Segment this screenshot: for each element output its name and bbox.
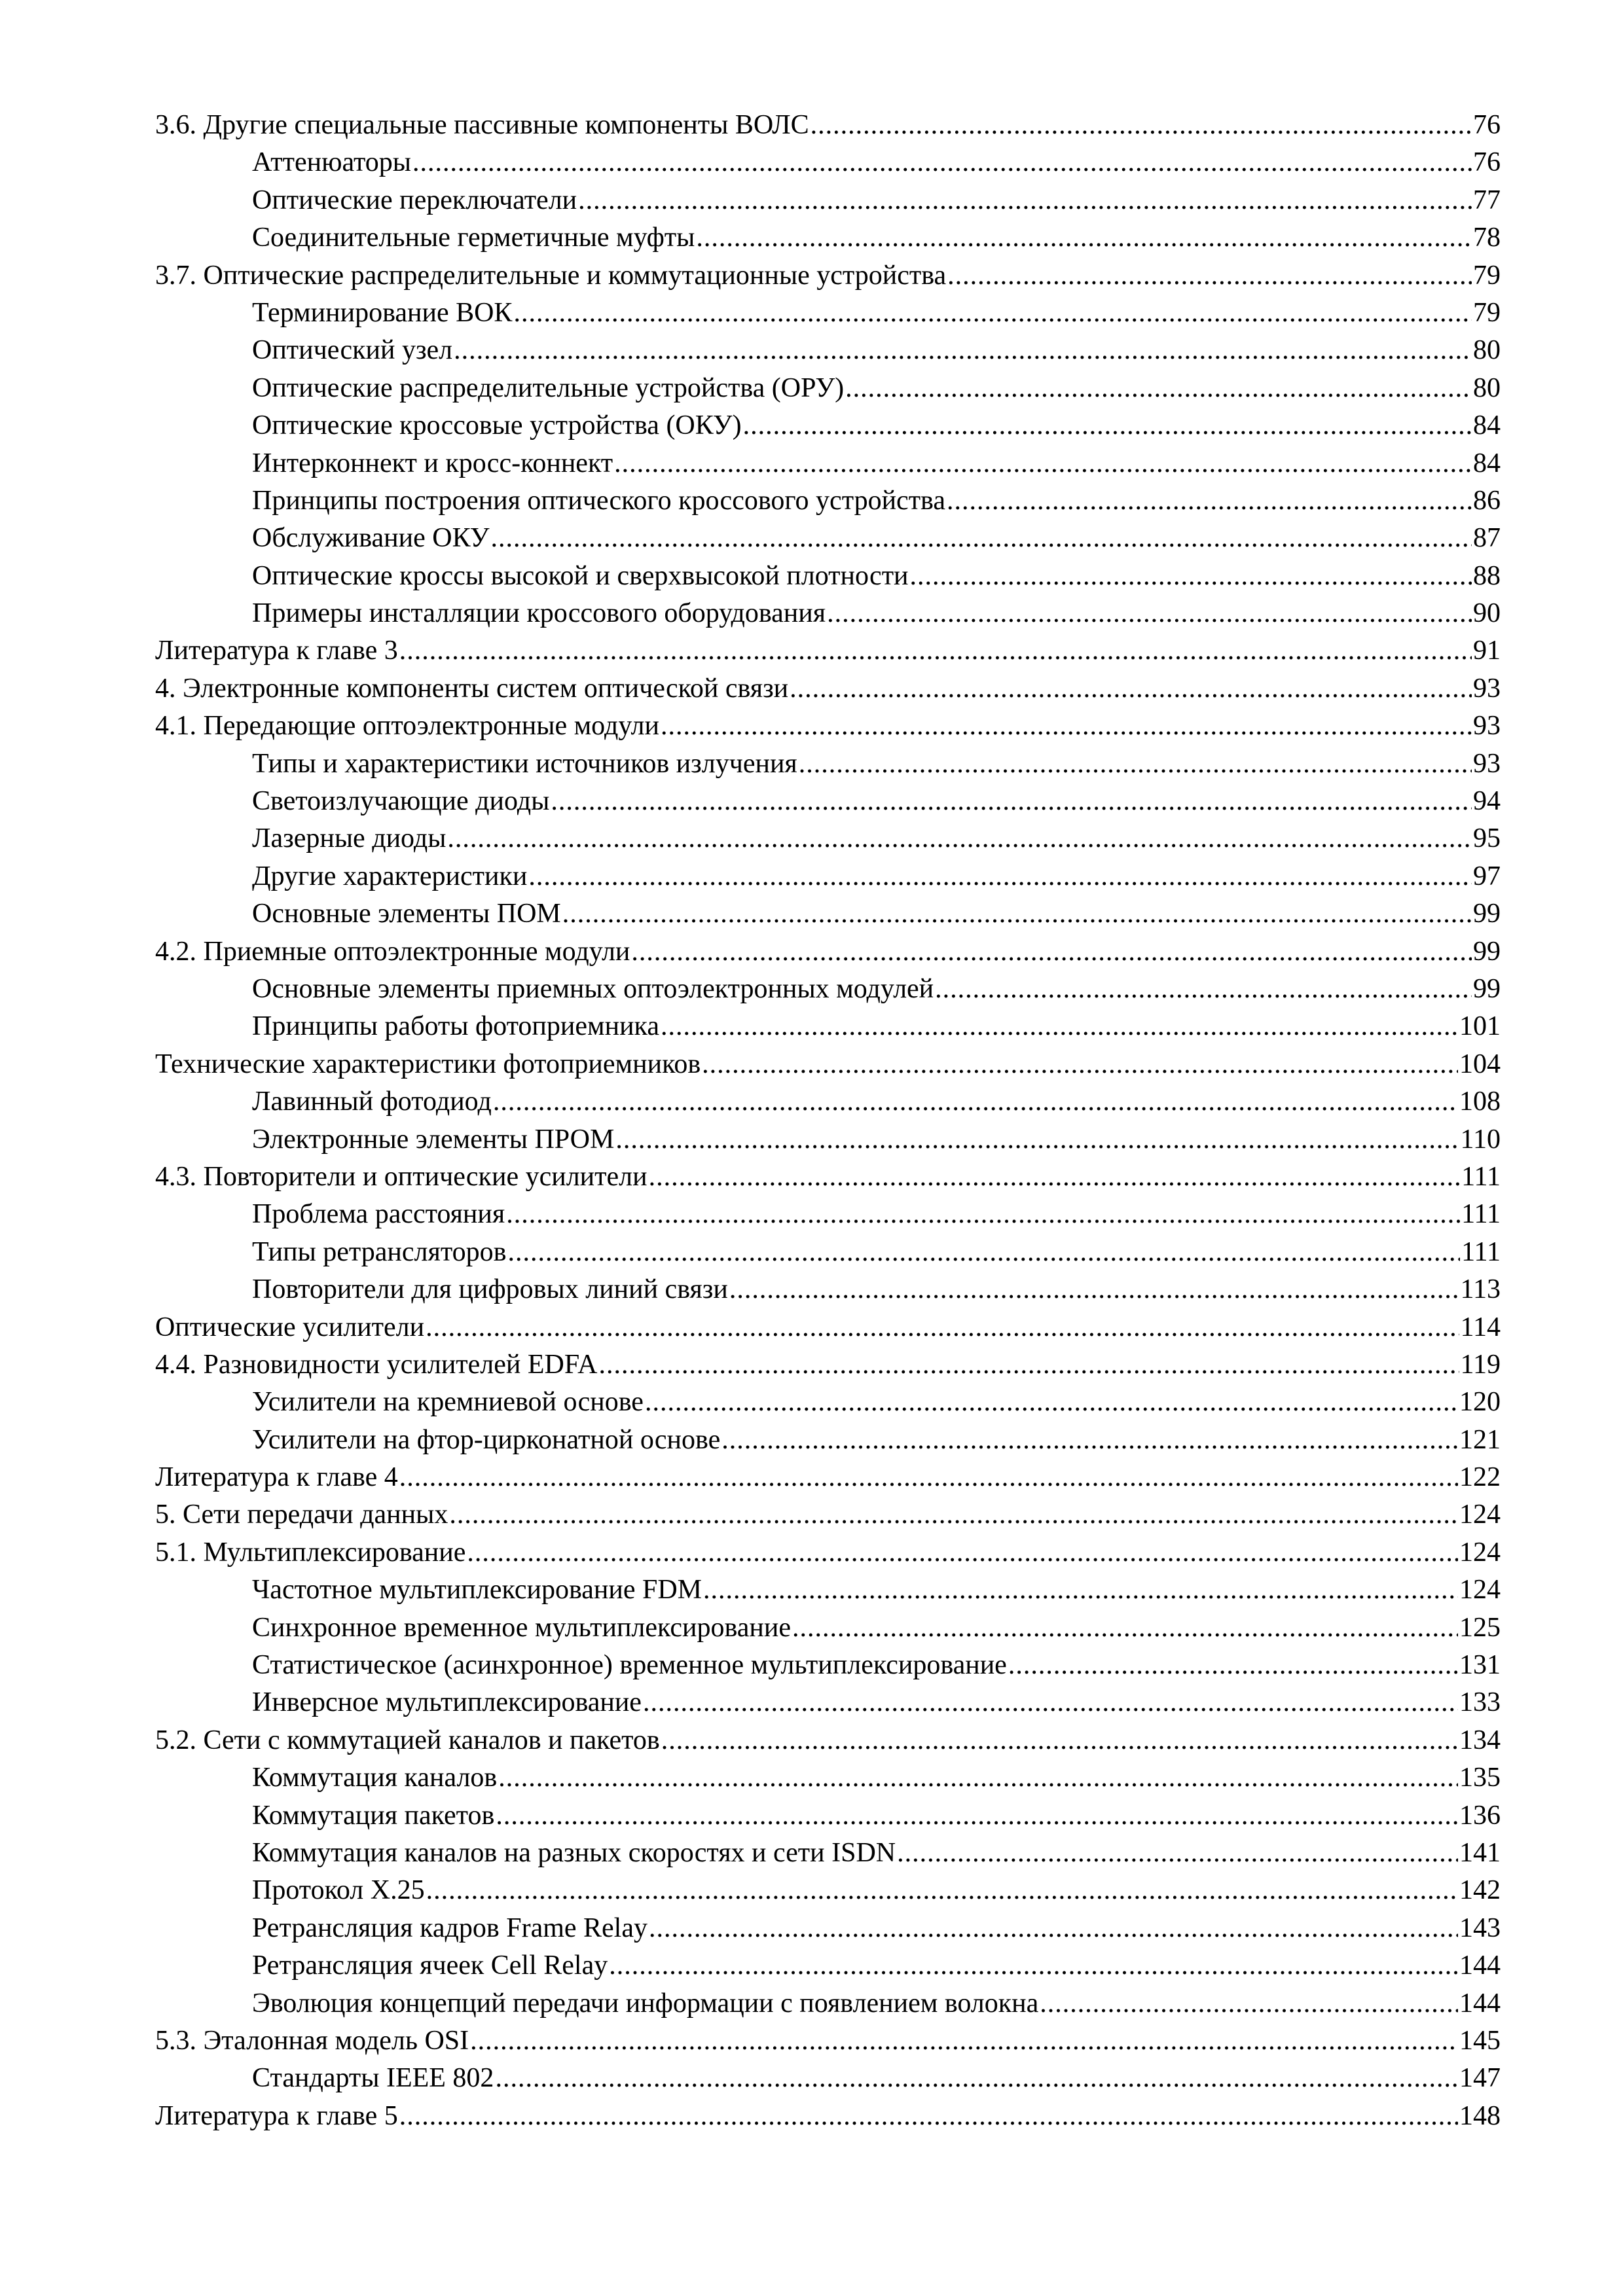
toc-entry xyxy=(155,182,1501,219)
toc-dot-leader xyxy=(454,332,1472,369)
toc-entry xyxy=(155,1684,1501,1721)
toc-entry-page-number: 99 xyxy=(1473,899,1501,929)
toc-entry xyxy=(155,1083,1501,1121)
toc-entry-title: Коммутация пакетов xyxy=(252,1800,495,1831)
toc-dot-leader xyxy=(496,1797,1458,1835)
toc-entry xyxy=(155,1046,1501,1083)
toc-entry-page-number: 93 xyxy=(1473,711,1501,742)
toc-entry-title: Ретрансляция кадров Frame Relay xyxy=(252,1912,647,1943)
toc-entry-page-number: 148 xyxy=(1459,2100,1501,2131)
toc-dot-leader xyxy=(947,257,1472,295)
table-of-contents xyxy=(155,107,1501,2135)
toc-entry-page-number: 145 xyxy=(1459,2025,1501,2056)
toc-entry xyxy=(155,1196,1501,1233)
toc-entry xyxy=(155,820,1501,857)
toc-entry xyxy=(155,1985,1501,2022)
toc-dot-leader xyxy=(661,1008,1458,1045)
toc-entry-title: Принципы построения оптического кроссового устройства xyxy=(252,485,945,516)
toc-entry xyxy=(155,783,1501,820)
toc-entry xyxy=(155,2022,1501,2060)
toc-dot-leader xyxy=(498,1759,1458,1797)
toc-entry-title: Коммутация каналов xyxy=(252,1763,498,1793)
toc-entry-title: Усилители на кремниевой основе xyxy=(252,1387,644,1418)
toc-entry-title: Типы ретрансляторов xyxy=(252,1236,507,1267)
toc-entry-title: Примеры инсталляции кроссового оборудования xyxy=(252,598,826,629)
toc-entry-page-number: 120 xyxy=(1459,1387,1501,1418)
toc-dot-leader xyxy=(426,1872,1458,1909)
toc-dot-leader xyxy=(935,971,1472,1008)
toc-dot-leader xyxy=(703,1571,1458,1609)
toc-dot-leader xyxy=(412,144,1472,181)
toc-entry-title: Технические характеристики фотоприемников xyxy=(155,1049,701,1079)
toc-dot-leader xyxy=(491,520,1472,557)
toc-dot-leader xyxy=(631,933,1472,971)
toc-dot-leader xyxy=(845,370,1472,407)
toc-entry xyxy=(155,257,1501,295)
toc-entry xyxy=(155,933,1501,971)
toc-entry-title: 5.3. Эталонная модель OSI xyxy=(155,2025,469,2056)
toc-entry-page-number: 90 xyxy=(1473,598,1501,629)
toc-dot-leader xyxy=(562,895,1472,933)
toc-entry xyxy=(155,708,1501,745)
toc-entry xyxy=(155,1309,1501,1346)
toc-entry xyxy=(155,445,1501,482)
toc-entry-page-number: 111 xyxy=(1461,1236,1501,1267)
toc-entry-title: Проблема расстояния xyxy=(252,1199,505,1230)
toc-entry-page-number: 79 xyxy=(1473,260,1501,291)
toc-dot-leader xyxy=(528,858,1472,895)
toc-entry-page-number: 99 xyxy=(1473,973,1501,1004)
toc-dot-leader xyxy=(910,558,1472,595)
toc-entry-title: Протокол X.25 xyxy=(252,1875,425,1906)
toc-entry-page-number: 80 xyxy=(1473,372,1501,403)
toc-dot-leader xyxy=(790,670,1472,708)
toc-entry-page-number: 84 xyxy=(1473,410,1501,441)
toc-entry-title: Литература к главе 5 xyxy=(155,2100,398,2131)
toc-entry-title: Синхронное временное мультиплексирование xyxy=(252,1612,792,1643)
toc-dot-leader xyxy=(1040,1985,1458,2022)
toc-entry xyxy=(155,1384,1501,1421)
toc-entry-page-number: 108 xyxy=(1459,1086,1501,1117)
toc-entry-title: 3.7. Оптические распределительные и коммутационные устройства xyxy=(155,260,947,291)
toc-dot-leader xyxy=(426,1309,1459,1346)
toc-entry-title: Принципы работы фотоприемника xyxy=(252,1011,659,1042)
toc-entry-page-number: 94 xyxy=(1473,786,1501,817)
toc-entry-title: Светоизлучающие диоды xyxy=(252,786,550,817)
toc-entry-title: Лавинный фотодиод xyxy=(252,1086,492,1117)
toc-entry xyxy=(155,858,1501,895)
toc-entry-title: Основные элементы приемных оптоэлектронных модулей xyxy=(252,973,934,1004)
toc-entry-page-number: 104 xyxy=(1459,1049,1501,1079)
toc-entry xyxy=(155,1496,1501,1534)
toc-entry-page-number: 144 xyxy=(1459,1988,1501,2018)
toc-entry xyxy=(155,1121,1501,1158)
toc-dot-leader xyxy=(1008,1647,1458,1684)
toc-entry-page-number: 93 xyxy=(1473,748,1501,779)
toc-entry-page-number: 122 xyxy=(1459,1462,1501,1493)
toc-entry-title: Стандарты IEEE 802 xyxy=(252,2063,494,2094)
toc-dot-leader xyxy=(649,1158,1461,1196)
toc-entry xyxy=(155,1422,1501,1459)
toc-dot-leader xyxy=(399,1459,1458,1496)
toc-dot-leader xyxy=(470,2022,1458,2060)
toc-entry xyxy=(155,670,1501,708)
toc-entry-page-number: 95 xyxy=(1473,823,1501,854)
toc-entry xyxy=(155,1571,1501,1609)
toc-entry-page-number: 141 xyxy=(1459,1837,1501,1868)
toc-entry xyxy=(155,520,1501,557)
toc-dot-leader xyxy=(578,182,1472,219)
toc-entry-page-number: 124 xyxy=(1459,1575,1501,1605)
toc-entry-title: Оптический узел xyxy=(252,335,453,366)
toc-entry-title: 4.4. Разновидности усилителей EDFA xyxy=(155,1349,598,1380)
toc-entry xyxy=(155,632,1501,670)
toc-entry xyxy=(155,1234,1501,1271)
toc-entry-page-number: 133 xyxy=(1459,1687,1501,1718)
toc-entry-title: Оптические кроссы высокой и сверхвысокой плотности xyxy=(252,560,909,591)
toc-entry-page-number: 87 xyxy=(1473,523,1501,554)
toc-entry xyxy=(155,745,1501,783)
toc-dot-leader xyxy=(661,708,1472,745)
toc-dot-leader xyxy=(551,783,1472,820)
toc-entry-title: Усилители на фтор-цирконатной основе xyxy=(252,1424,721,1455)
toc-dot-leader xyxy=(614,445,1472,482)
toc-entry xyxy=(155,1534,1501,1571)
toc-entry-page-number: 97 xyxy=(1473,861,1501,891)
toc-dot-leader xyxy=(495,2060,1458,2097)
toc-entry xyxy=(155,370,1501,407)
toc-entry xyxy=(155,1647,1501,1684)
toc-entry xyxy=(155,332,1501,369)
toc-entry-page-number: 80 xyxy=(1473,335,1501,366)
toc-entry-title: 4. Электронные компоненты систем оптической связи xyxy=(155,673,789,704)
toc-entry-title: Ретрансляция ячеек Cell Relay xyxy=(252,1950,608,1981)
toc-entry xyxy=(155,1947,1501,1984)
toc-dot-leader xyxy=(506,1196,1460,1233)
toc-dot-leader xyxy=(643,1684,1458,1721)
toc-entry-title: Соединительные герметичные муфты xyxy=(252,223,695,253)
toc-entry-title: Оптические распределительные устройства (ОРУ) xyxy=(252,372,845,403)
toc-entry-page-number: 142 xyxy=(1459,1875,1501,1906)
toc-entry xyxy=(155,219,1501,257)
toc-dot-leader xyxy=(827,595,1472,632)
toc-dot-leader xyxy=(513,295,1472,332)
toc-dot-leader xyxy=(399,2098,1458,2135)
toc-entry-page-number: 110 xyxy=(1460,1124,1501,1155)
toc-entry-page-number: 134 xyxy=(1459,1725,1501,1755)
toc-entry xyxy=(155,1722,1501,1759)
toc-dot-leader xyxy=(598,1346,1459,1384)
toc-dot-leader xyxy=(721,1422,1458,1459)
toc-entry xyxy=(155,482,1501,520)
toc-dot-leader xyxy=(696,219,1472,257)
toc-entry-page-number: 111 xyxy=(1461,1199,1501,1230)
toc-entry-title: Электронные элементы ПРОМ xyxy=(252,1124,615,1155)
toc-entry xyxy=(155,107,1501,144)
toc-entry-page-number: 91 xyxy=(1473,636,1501,666)
toc-dot-leader xyxy=(507,1234,1460,1271)
toc-entry-page-number: 79 xyxy=(1473,297,1501,328)
toc-entry-title: 4.2. Приемные оптоэлектронные модули xyxy=(155,936,630,967)
toc-entry xyxy=(155,1271,1501,1308)
toc-dot-leader xyxy=(799,745,1472,783)
toc-entry xyxy=(155,595,1501,632)
toc-entry-title: Инверсное мультиплексирование xyxy=(252,1687,642,1718)
toc-entry-title: Статистическое (асинхронное) временное мультиплексирование xyxy=(252,1650,1007,1681)
toc-entry-title: Терминирование ВОК xyxy=(252,297,513,328)
toc-dot-leader xyxy=(947,482,1472,520)
toc-entry-title: Интерконнект и кросс-коннект xyxy=(252,448,613,478)
toc-entry-page-number: 86 xyxy=(1473,485,1501,516)
toc-dot-leader xyxy=(467,1534,1458,1571)
toc-entry xyxy=(155,144,1501,181)
toc-entry-title: 5.1. Мультиплексирование xyxy=(155,1537,466,1568)
toc-entry-page-number: 119 xyxy=(1460,1349,1501,1380)
toc-entry-title: Основные элементы ПОМ xyxy=(252,899,561,929)
toc-dot-leader xyxy=(447,820,1472,857)
toc-entry xyxy=(155,1910,1501,1947)
toc-entry xyxy=(155,1459,1501,1496)
toc-entry-page-number: 99 xyxy=(1473,936,1501,967)
toc-entry-page-number: 88 xyxy=(1473,560,1501,591)
toc-dot-leader xyxy=(615,1121,1459,1158)
toc-entry-title: Литература к главе 4 xyxy=(155,1462,398,1493)
toc-entry-page-number: 113 xyxy=(1460,1274,1501,1305)
toc-entry xyxy=(155,971,1501,1008)
toc-entry-page-number: 76 xyxy=(1473,110,1501,140)
toc-entry-page-number: 147 xyxy=(1459,2063,1501,2094)
toc-entry-title: 4.1. Передающие оптоэлектронные модули xyxy=(155,711,659,742)
toc-dot-leader xyxy=(661,1722,1458,1759)
toc-dot-leader xyxy=(743,407,1472,444)
toc-entry xyxy=(155,407,1501,444)
toc-entry-title: Аттенюаторы xyxy=(252,147,412,178)
toc-entry xyxy=(155,1872,1501,1909)
toc-entry-page-number: 114 xyxy=(1460,1312,1501,1342)
toc-entry-page-number: 125 xyxy=(1459,1612,1501,1643)
toc-entry-title: 5.2. Сети с коммутацией каналов и пакетов xyxy=(155,1725,660,1755)
toc-dot-leader xyxy=(729,1271,1459,1308)
toc-entry-title: Частотное мультиплексирование FDM xyxy=(252,1575,702,1605)
toc-entry-title: Лазерные диоды xyxy=(252,823,447,854)
toc-entry-title: Эволюция концепций передачи информации с появлением волокна xyxy=(252,1988,1039,2018)
toc-entry-title: Литература к главе 3 xyxy=(155,636,398,666)
toc-dot-leader xyxy=(649,1910,1458,1947)
toc-entry xyxy=(155,2098,1501,2135)
toc-entry xyxy=(155,1008,1501,1045)
toc-entry-page-number: 77 xyxy=(1473,185,1501,215)
toc-entry xyxy=(155,558,1501,595)
toc-dot-leader xyxy=(792,1609,1458,1647)
toc-dot-leader xyxy=(609,1947,1458,1984)
toc-entry-title: Обслуживание ОКУ xyxy=(252,523,490,554)
toc-entry-page-number: 135 xyxy=(1459,1763,1501,1793)
toc-dot-leader xyxy=(399,632,1472,670)
toc-dot-leader xyxy=(449,1496,1458,1534)
toc-entry-title: Оптические усилители xyxy=(155,1312,425,1342)
toc-entry-title: Оптические переключатели xyxy=(252,185,577,215)
toc-dot-leader xyxy=(811,107,1472,144)
toc-entry-page-number: 144 xyxy=(1459,1950,1501,1981)
toc-entry-title: Оптические кроссовые устройства (ОКУ) xyxy=(252,410,742,441)
toc-entry-title: Типы и характеристики источников излучения xyxy=(252,748,797,779)
toc-entry-page-number: 78 xyxy=(1473,223,1501,253)
toc-entry-page-number: 136 xyxy=(1459,1800,1501,1831)
toc-entry-page-number: 76 xyxy=(1473,147,1501,178)
toc-entry-page-number: 84 xyxy=(1473,448,1501,478)
toc-entry xyxy=(155,1797,1501,1835)
toc-entry-title: 3.6. Другие специальные пассивные компоненты ВОЛС xyxy=(155,110,809,140)
toc-entry-page-number: 124 xyxy=(1459,1537,1501,1568)
toc-entry-title: 4.3. Повторители и оптические усилители xyxy=(155,1161,647,1192)
toc-entry xyxy=(155,1835,1501,1872)
toc-entry xyxy=(155,1158,1501,1196)
toc-dot-leader xyxy=(897,1835,1458,1872)
toc-entry xyxy=(155,895,1501,933)
toc-entry-title: Другие характеристики xyxy=(252,861,528,891)
toc-entry xyxy=(155,1759,1501,1797)
toc-entry-page-number: 143 xyxy=(1459,1912,1501,1943)
toc-entry-page-number: 111 xyxy=(1461,1161,1501,1192)
toc-entry-page-number: 121 xyxy=(1459,1424,1501,1455)
toc-entry-page-number: 93 xyxy=(1473,673,1501,704)
toc-entry xyxy=(155,1346,1501,1384)
toc-entry-title: Повторители для цифровых линий связи xyxy=(252,1274,728,1305)
toc-dot-leader xyxy=(702,1046,1458,1083)
toc-entry-page-number: 124 xyxy=(1459,1499,1501,1530)
toc-dot-leader xyxy=(493,1083,1458,1121)
toc-dot-leader xyxy=(645,1384,1458,1421)
toc-entry-title: 5. Сети передачи данных xyxy=(155,1499,448,1530)
toc-entry xyxy=(155,2060,1501,2097)
toc-entry-title: Коммутация каналов на разных скоростях и сети ISDN xyxy=(252,1837,896,1868)
toc-entry-page-number: 131 xyxy=(1459,1650,1501,1681)
toc-entry-page-number: 101 xyxy=(1459,1011,1501,1042)
toc-entry xyxy=(155,1609,1501,1647)
toc-entry xyxy=(155,295,1501,332)
